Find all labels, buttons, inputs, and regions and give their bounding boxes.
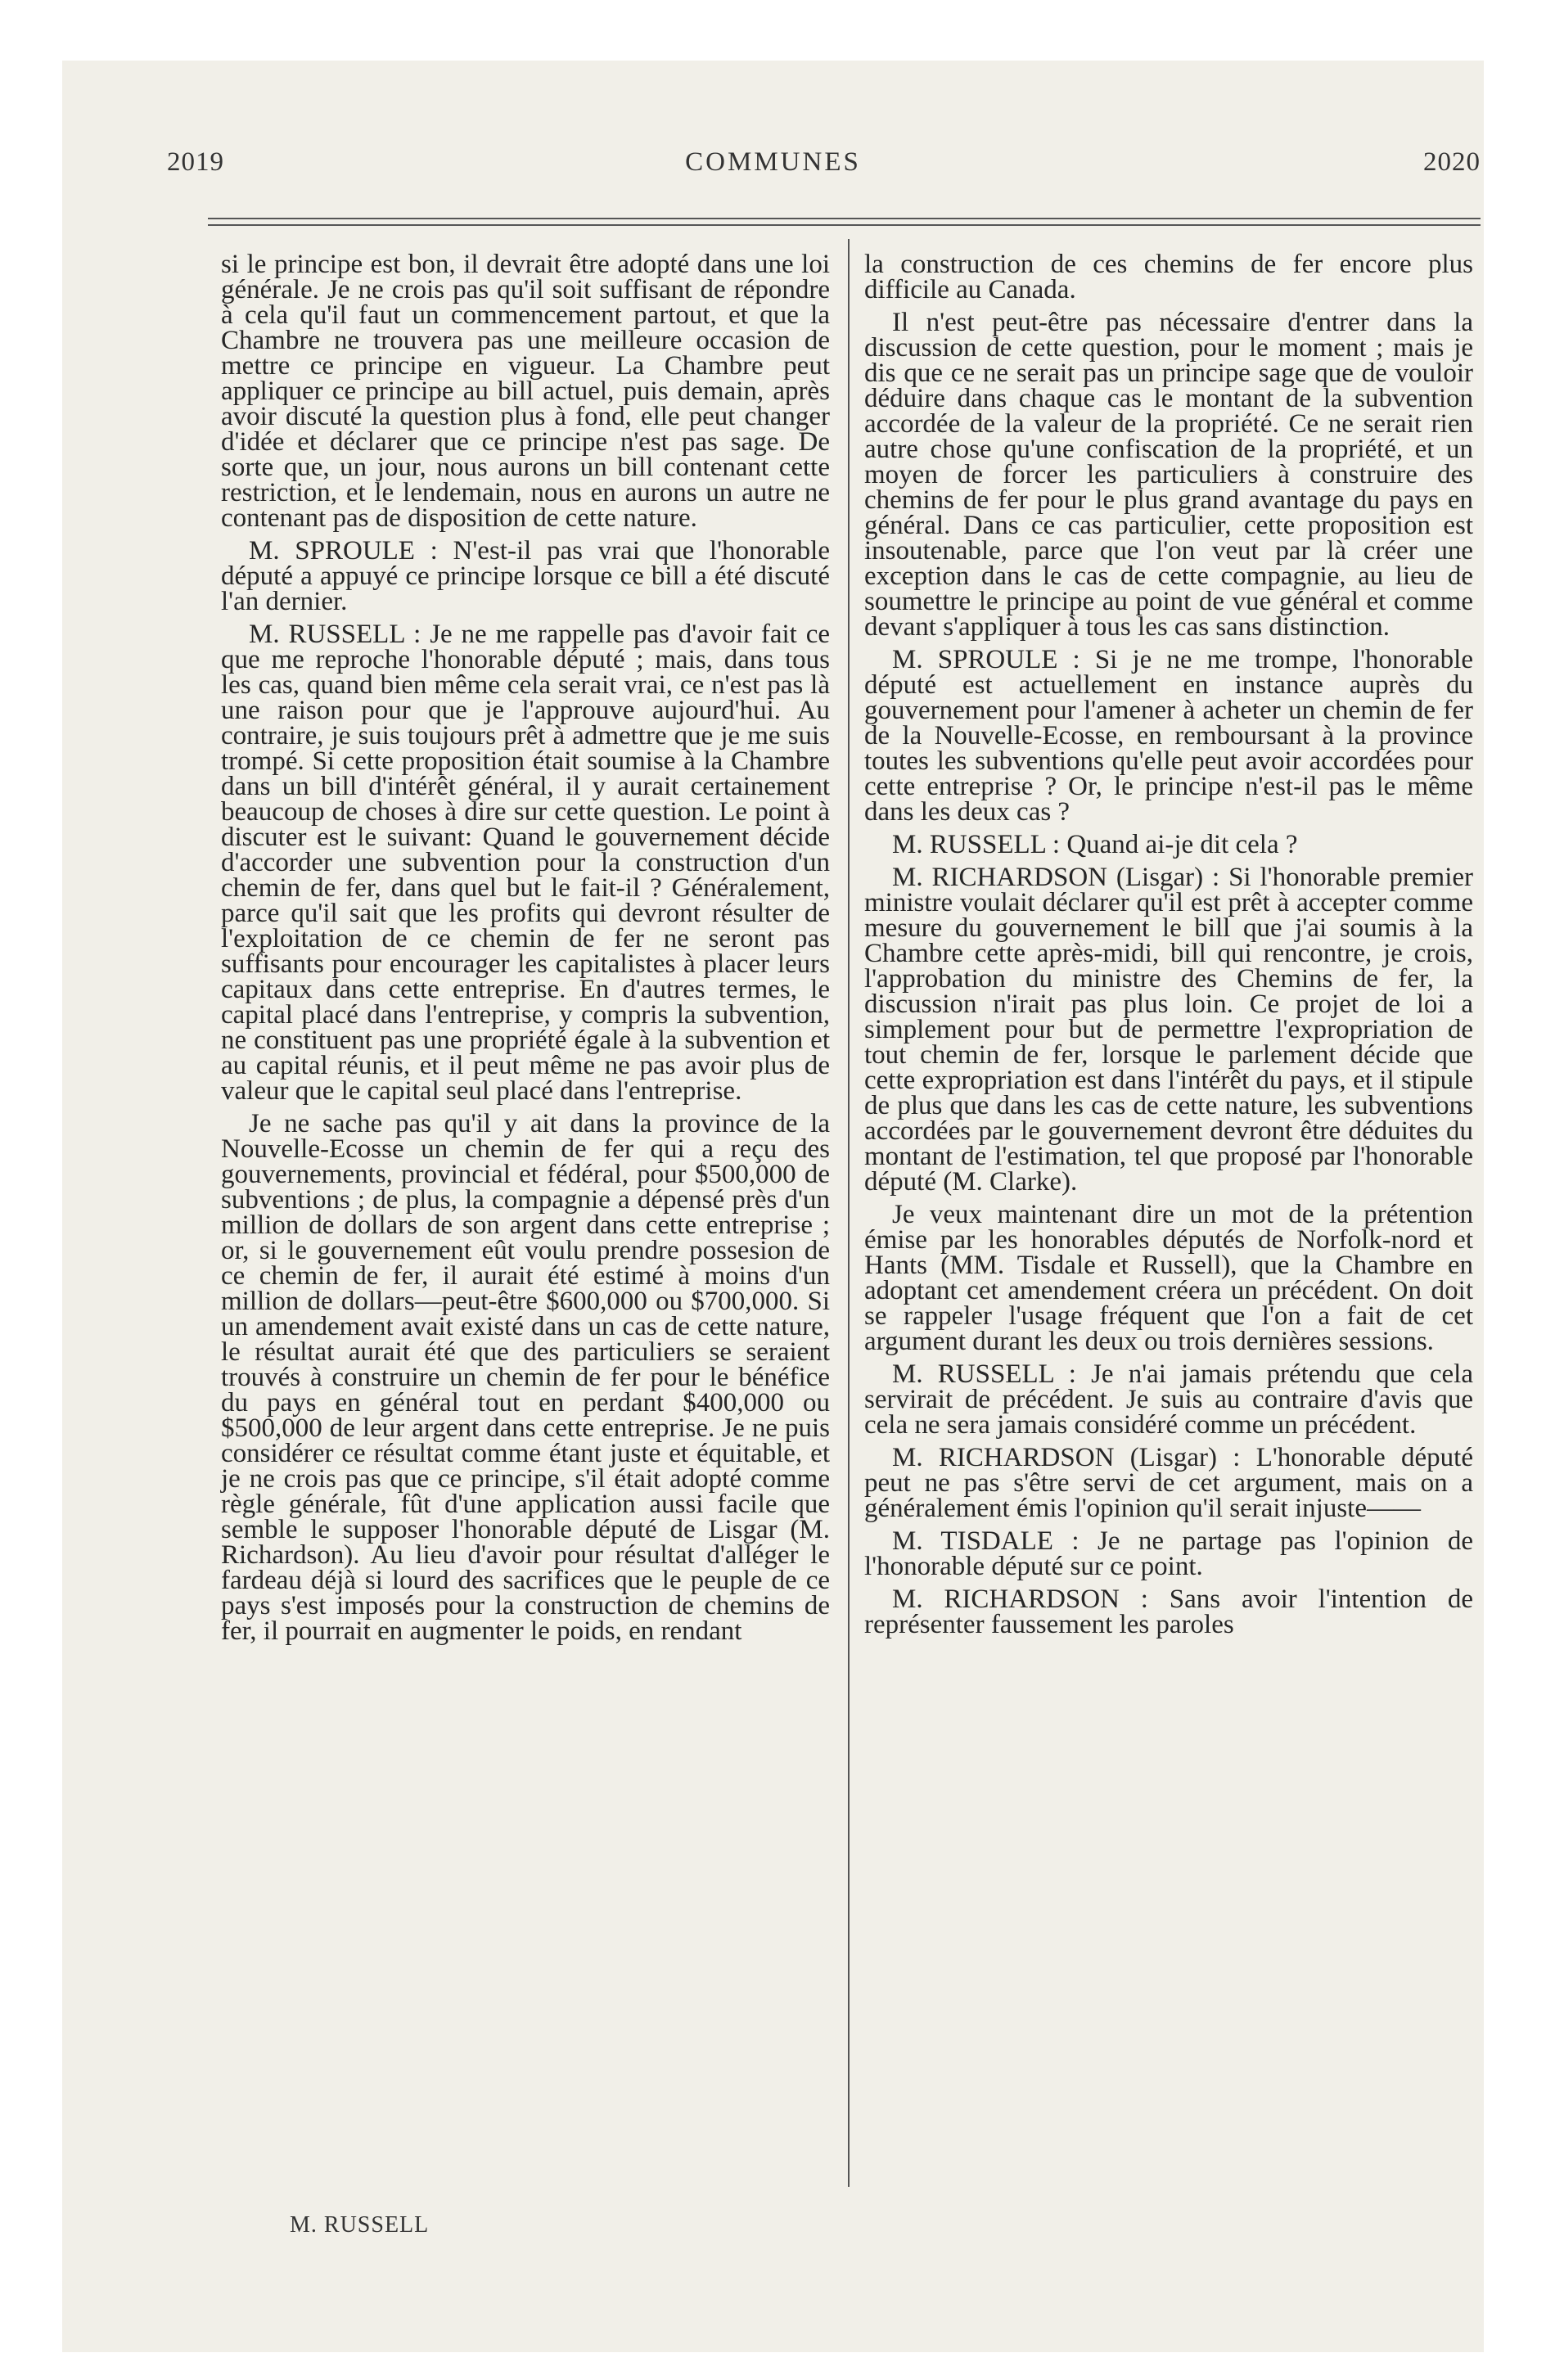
speech-text: (Lisgar) : L'honorable député peut ne pas s'être servi de cet argument, mais on a généralement émis l'opinion qu'il serait injuste—— xyxy=(864,1443,1473,1523)
right-column xyxy=(864,252,1473,1645)
paragraph-text: si le principe est bon, il devrait être adopté dans une loi générale. Je ne crois pas qu'il soit suffisant de répondre à cela qu'il faut un commencement partout, et que la Chambre ne trouvera pas une meilleure occasion de mettre ce principe en vigueur. La Chambre peut appliquer ce principe au bill actuel, puis demain, après avoir discuté la question plus à fond, elle peut changer d'idée et déclarer que ce principe n'est pas sage. De sorte que, un jour, nous aurons un bill contenant cette restriction, et le lendemain, nous en aurons un autre ne contenant pas de disposition de cette nature. xyxy=(221,250,830,533)
speech-text: Je ne me rappelle pas d'avoir fait ce que me reproche l'honorable député ; mais, dans tous les cas, quand bien même cela serait vrai, ce n'est pas là une raison pour que je l'approuve aujourd'hui. Au contraire, je suis toujours prêt à admettre que je me suis trompé. Si cette proposition était soumise à la Chambre dans un bill d'intérêt général, il y aurait certainement beaucoup de choses à dire sur cette question. Le point à discuter est le suivant: Quand le gouvernement décide d'accorder une subvention pour la construction d'un chemin de fer, dans quel but le fait-il ? Généralement, parce qu'il sait que les profits qui devront résulter de l'exploitation de ce chemin de fer ne seront pas suffisants pour encourager les capitalistes à placer leurs capitaux dans cette entreprise. En d'autres termes, le capital placé dans l'entreprise, y compris la subvention, ne constituent pas une propriété égale à la subvention et au capital réunis, et il peut même ne pas avoir plus de valeur que le capital seul placé dans l'entreprise. xyxy=(221,620,831,1106)
speech-text: Sans avoir l'intention de représenter faussement les paroles xyxy=(864,1584,1473,1639)
left-column xyxy=(221,252,830,1652)
speech-paragraph xyxy=(864,832,1473,858)
speaker-name: M. RICHARDSON xyxy=(892,1443,1115,1472)
paragraph-text: Je veux maintenant dire un mot de la prétention émise par les honorables députés de Norfolk-nord et Hants (MM. Tisdale et Russell), que la Chambre en adoptant cet amendement créera un précédent. On doit se rappeler l'usage fréquent que l'on a fait de cet argument durant les deux ou trois dernières sessions. xyxy=(864,1200,1473,1356)
page-number-right: 2020 xyxy=(1423,147,1481,177)
speaker-name: M. RUSSELL : xyxy=(249,620,421,649)
speech-text: Je ne partage pas l'opinion de l'honorable député sur ce point. xyxy=(864,1526,1474,1581)
paragraph xyxy=(864,310,1473,640)
running-title: COMMUNES xyxy=(685,147,861,177)
speech-paragraph xyxy=(221,536,830,616)
paragraph xyxy=(864,1202,1473,1355)
speaker-name: M. RUSSELL : xyxy=(892,830,1061,859)
speech-paragraph xyxy=(221,622,830,1104)
header-rule-top xyxy=(208,218,1481,219)
column-divider xyxy=(848,239,850,2187)
speech-paragraph xyxy=(864,647,1473,825)
page-number-left: 2019 xyxy=(167,147,224,177)
speaker-name: M. SPROULE : xyxy=(892,645,1080,674)
paragraph-text: Je ne sache pas qu'il y ait dans la province de la Nouvelle-Ecosse un chemin de fer qui a reçu des gouvernements, provincial et fédéral, pour $500,000 de subventions ; de plus, la compagnie a dépensé près d'un million de dollars de son argent dans cette entreprise ; or, si le gouvernement eût voulu prendre possesion de ce chemin de fer, il aurait été estimé à moins d'un million de dollars—peut-être $600,000 ou $700,000. Si un amendement avait existé dans un cas de cette nature, le résultat aurait été que des particuliers se seraient trouvés à construire un chemin de fer pour le bénéfice du pays en général tout en perdant $400,000 ou $500,000 de leur argent dans cette entreprise. Je ne puis considérer ce résultat comme étant juste et équitable, et je ne crois pas que ce principe, s'il était adopté comme règle générale, fût d'une application aussi facile que semble le supposer l'honorable député de Lisgar (M. Richardson). Au lieu d'avoir pour résultat d'alléger le fardeau déjà si lourd des sacrifices que le peuple de ce pays s'est imposés pour la construction de chemins de fer, il pourrait en augmenter le poids, en rendant xyxy=(221,1109,830,1646)
speech-text: Quand ai-je dit cela ? xyxy=(1066,830,1298,859)
speech-text: (Lisgar) : Si l'honorable premier ministre voulait déclarer qu'il est prêt à accepter comme mesure du gouvernement le bill que j'ai soumis à la Chambre cette après-midi, bill qui rencontre, je crois, l'approbation du ministre des Chemins de fer, la discussion n'irait pas plus loin. Ce projet de loi a simplement pour but de permettre l'expropriation de tout chemin de fer, lorsque le parlement décide que cette expropriation est dans l'intérêt du pays, et il stipule de plus que dans les cas de cette nature, les subventions accordées par le gouvernement devront être déduites du montant de l'estimation, tel que proposé par l'honorable député (M. Clarke). xyxy=(864,863,1474,1197)
speech-paragraph xyxy=(864,1445,1473,1521)
paragraph xyxy=(864,252,1473,303)
speech-paragraph xyxy=(864,865,1473,1195)
speaker-name: M. TISDALE : xyxy=(892,1526,1079,1556)
speech-text: Si je ne me trompe, l'honorable député est actuellement en instance auprès du gouvernement pour l'amener à acheter un chemin de fer de la Nouvelle-Ecosse, en remboursant à la province toutes les subventions qu'elle peut avoir accordées pour cette entreprise ? Or, le principe n'est-il pas le même dans les deux cas ? xyxy=(864,645,1474,827)
speech-paragraph xyxy=(864,1526,1474,1581)
speaker-name: M. SPROULE : xyxy=(249,536,438,566)
speech-text: Je n'ai jamais prétendu que cela servirait de précédent. Je suis au contraire d'avis que cela ne sera jamais considéré comme un précédent. xyxy=(864,1359,1473,1440)
paragraph xyxy=(221,1111,830,1644)
speaker-name: M. RICHARDSON : xyxy=(892,1584,1148,1614)
speech-paragraph xyxy=(864,1584,1473,1639)
footer-speaker-name: M. RUSSELL xyxy=(290,2212,430,2238)
speech-text: N'est-il pas vrai que l'honorable député a appuyé ce principe lorsque ce bill a été discuté l'an dernier. xyxy=(221,536,830,616)
speaker-name: M. RUSSELL : xyxy=(892,1359,1076,1389)
speech-paragraph xyxy=(864,1359,1473,1440)
header-rule-bottom xyxy=(208,224,1481,226)
paragraph-text: Il n'est peut-être pas nécessaire d'entrer dans la discussion de cette question, pour le moment ; mais je dis que ce ne serait pas un principe sage que de vouloir déduire dans chaque cas le montant de la subvention accordée de la valeur de la propriété. Ce ne serait rien autre chose qu'une confiscation de la propriété, et un moyen de forcer les particuliers à construire des chemins de fer pour le plus grand avantage du pays en général. Dans ce cas particulier, cette proposition est insoutenable, parce que l'on veut par là créer une exception dans le cas de cette compagnie, au lieu de soumettre le principe au point de vue général et comme devant s'appliquer à tous les cas sans distinction. xyxy=(864,308,1473,642)
paragraph-text: la construction de ces chemins de fer encore plus difficile au Canada. xyxy=(864,250,1473,304)
paragraph xyxy=(221,252,830,531)
speaker-name: M. RICHARDSON xyxy=(892,863,1107,892)
